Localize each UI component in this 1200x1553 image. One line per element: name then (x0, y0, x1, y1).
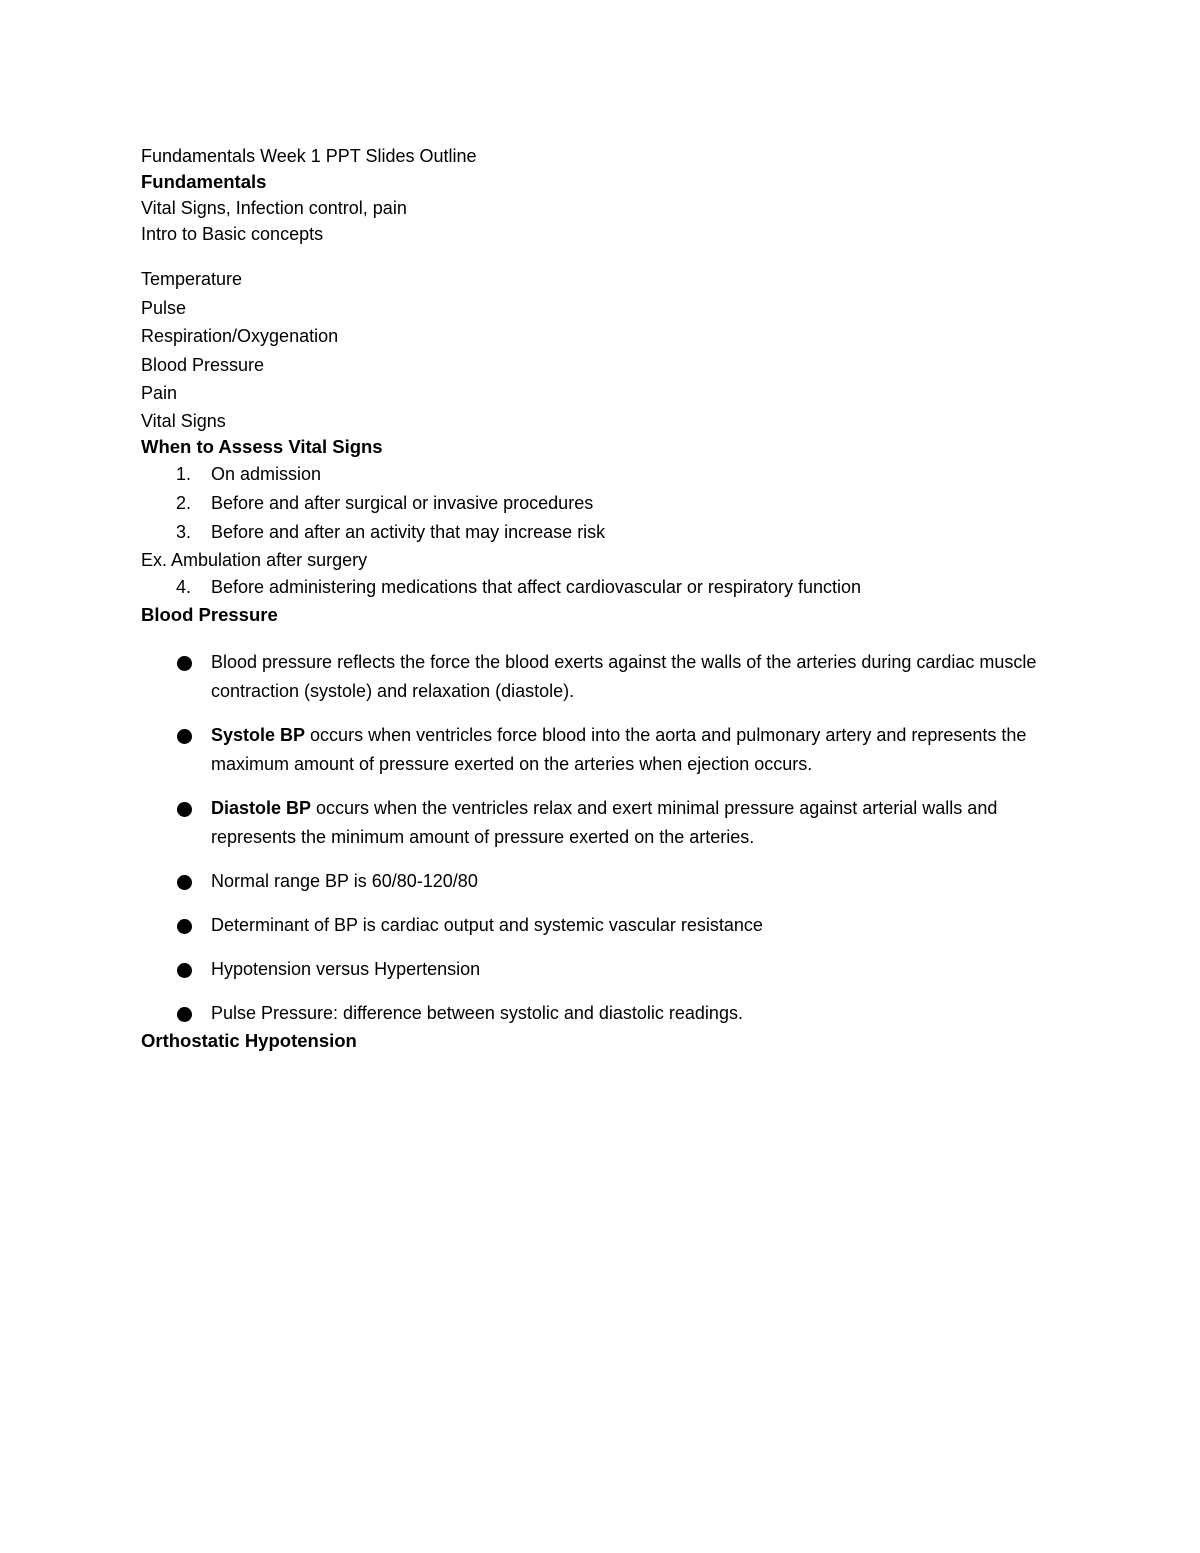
intro-line: Intro to Basic concepts (141, 224, 324, 244)
list-number: 2. (176, 492, 192, 513)
bp-bullet-list (141, 648, 1060, 1028)
heading-when-to-assess: When to Assess Vital Signs (141, 435, 383, 457)
bullet-text: Blood pressure reflects the force the blood exerts against the walls of the arteries during cardiac muscle contraction (systole) and relaxation (diastole). (211, 651, 1037, 701)
bullet-text: occurs when the ventricles relax and exert minimal pressure against arterial walls and represents the minimum amount of pressure exerted on the arteries. (211, 797, 998, 847)
list-text: Before administering medications that affect cardiovascular or respiratory function (211, 576, 861, 597)
vital-signs-line: Vital Signs (141, 410, 226, 431)
list-item (141, 573, 1060, 602)
bullet-item (141, 721, 1060, 779)
bullet-bold-term: Systole BP (211, 724, 306, 745)
list-number: 1. (176, 463, 192, 484)
bullet-icon (177, 963, 192, 978)
bullet-item (141, 999, 1060, 1028)
bullet-icon (177, 729, 192, 744)
concept-item: Pulse (141, 297, 187, 318)
bullet-text: occurs when ventricles force blood into the aorta and pulmonary artery and represents the maximum amount of pressure exerted on the arteries when ejection occurs. (211, 724, 1027, 774)
bullet-icon (177, 1007, 192, 1022)
heading-orthostatic-hypotension: Orthostatic Hypotension (141, 1029, 357, 1051)
example-line: Ex. Ambulation after surgery (141, 549, 368, 570)
list-item (141, 489, 1060, 518)
list-text: Before and after an activity that may increase risk (211, 521, 606, 542)
assess-list (141, 460, 1060, 547)
list-text: On admission (211, 463, 322, 484)
bullet-icon (177, 656, 192, 671)
bullet-item (141, 867, 1060, 896)
bullet-icon (177, 802, 192, 817)
list-number: 4. (176, 576, 192, 597)
bullet-item (141, 955, 1060, 984)
bullet-text: Determinant of BP is cardiac output and systemic vascular resistance (211, 914, 763, 935)
document-title: Fundamentals Week 1 PPT Slides Outline (141, 146, 477, 166)
list-number: 3. (176, 521, 192, 542)
bullet-item (141, 911, 1060, 940)
list-text: Before and after surgical or invasive procedures (211, 492, 594, 513)
concept-item: Respiration/Oxygenation (141, 326, 339, 346)
concept-item: Temperature (141, 269, 243, 289)
bullet-item (141, 794, 1060, 852)
heading-fundamentals: Fundamentals (141, 171, 267, 192)
bullet-icon (177, 919, 192, 934)
concepts-list (141, 265, 1060, 408)
bullet-item (141, 648, 1060, 706)
bullet-text: Normal range BP is 60/80-120/80 (211, 870, 478, 891)
topics-line: Vital Signs, Infection control, pain (141, 198, 407, 218)
list-item (141, 518, 1060, 547)
list-item (141, 460, 1060, 489)
bullet-text: Pulse Pressure: difference between systolic and diastolic readings. (211, 1002, 743, 1023)
bullet-bold-term: Diastole BP (211, 797, 312, 818)
bullet-text: Hypotension versus Hypertension (211, 958, 481, 979)
assess-list-continued (141, 573, 1060, 602)
concept-item: Pain (141, 383, 178, 403)
concept-item: Blood Pressure (141, 354, 265, 375)
heading-blood-pressure: Blood Pressure (141, 603, 278, 625)
bullet-icon (177, 875, 192, 890)
